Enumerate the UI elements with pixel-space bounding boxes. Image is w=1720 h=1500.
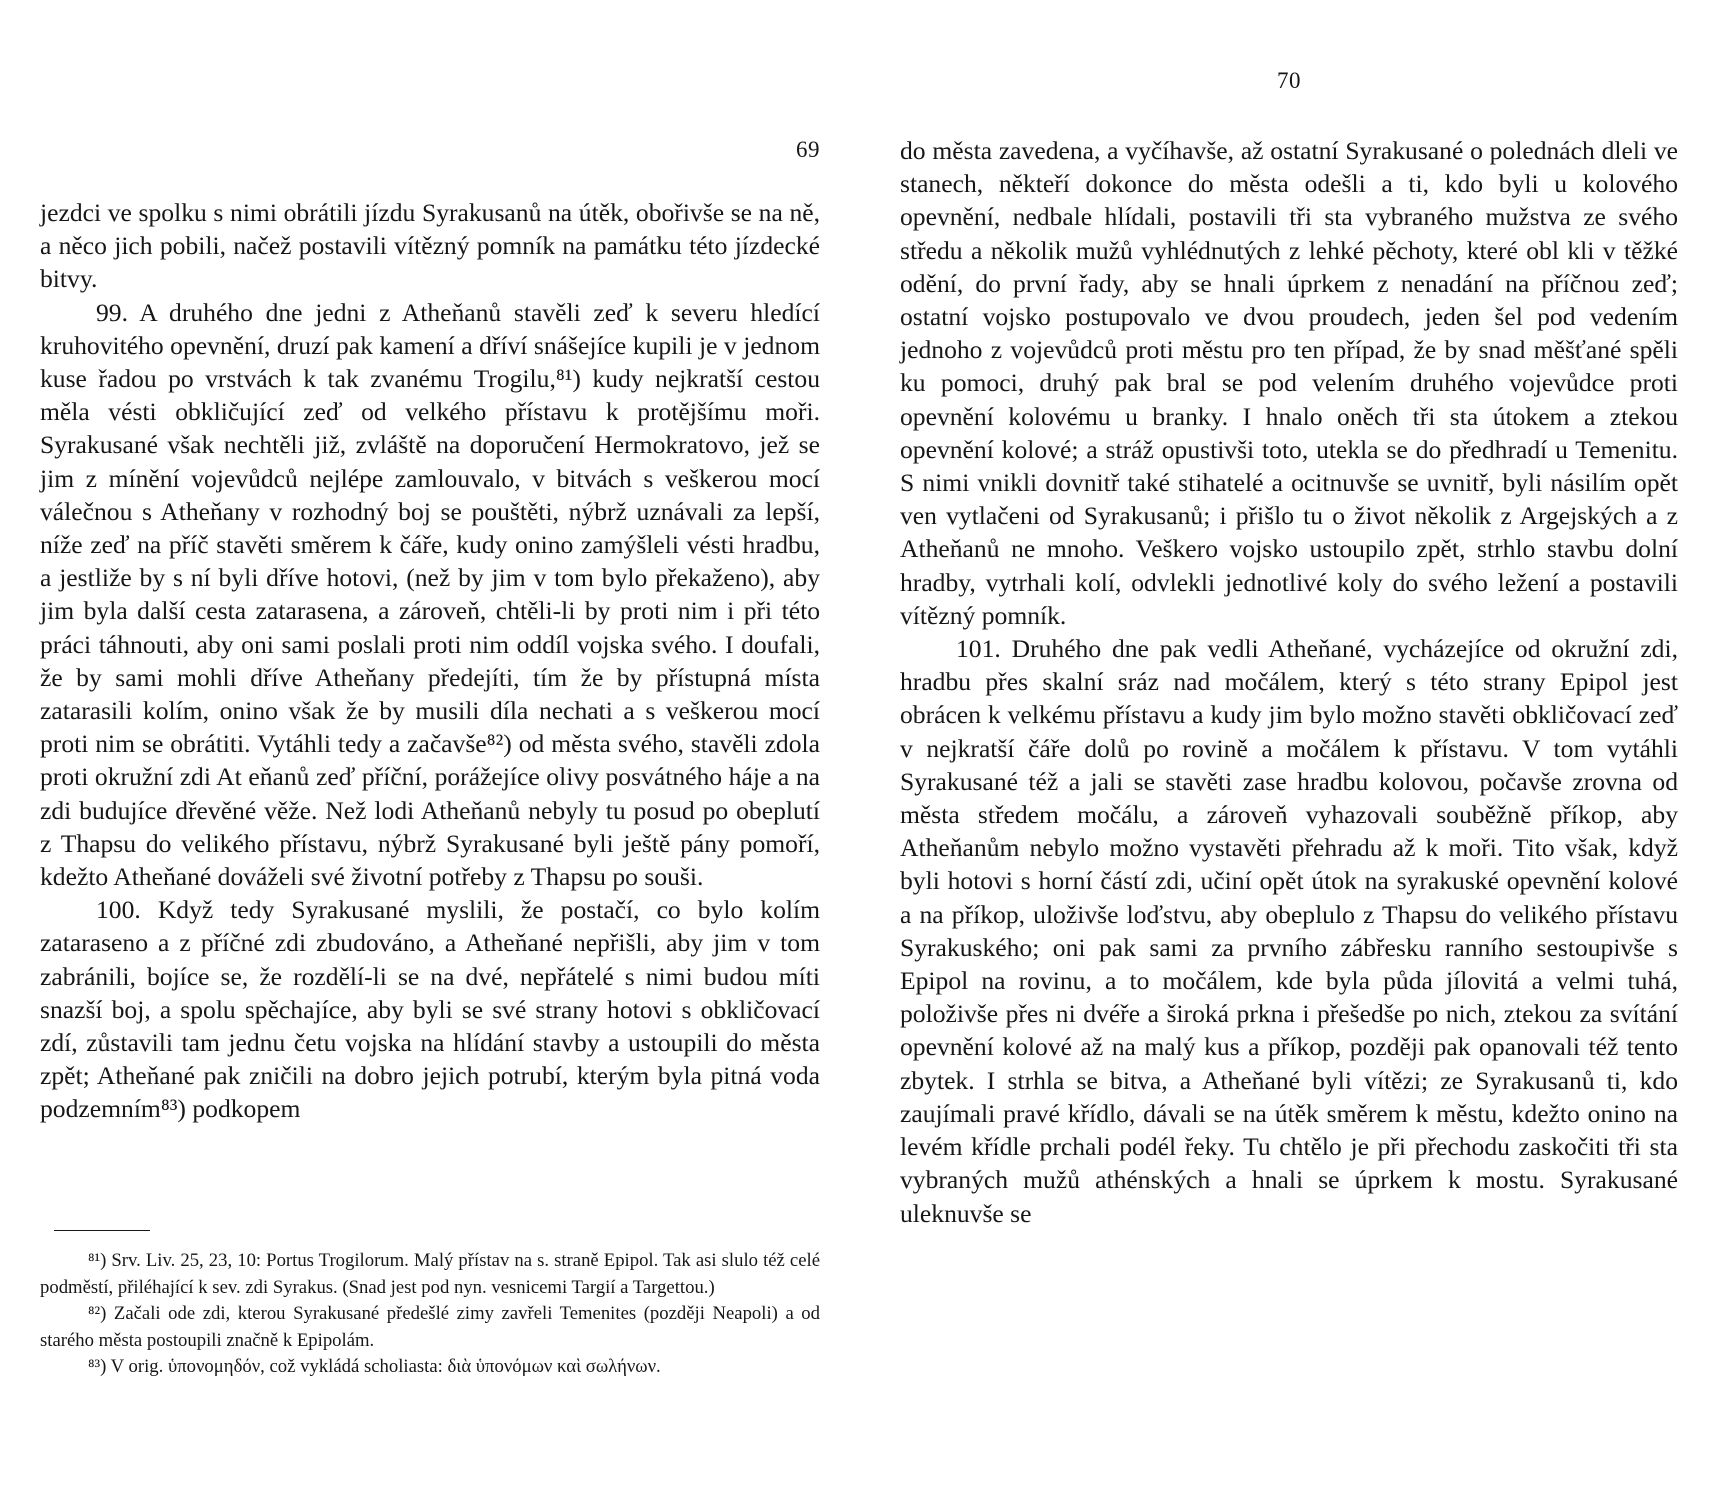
footnote: ⁸¹) Srv. Liv. 25, 23, 10: Portus Trogilorum. Malý přístav na s. straně Epipol. Tak asi slulo též celé podměstí, přiléhající k sev. zdi Syrakus. (Snad jest pod nyn. vesnicemi Targií a Targettou.) [40,1250,820,1298]
paragraph: do města zavedena, a vyčíhavše, až ostatní Syrakusané o polednách dleli ve stanech, někteří dokonce do města odešli a ti, kdo byli u kolového opevnění, nedbale hlídali, postavili tři sta vybraného mužstva ze svého středu a několik mužů vyhlédnutých z lehké pěchoty, které obl kli v těžké odění, do první řady, aby se hnali úprkem z nenadání na příčnou zeď; ostatní vojsko postupovalo ve dvou proudech, jeden šel pod vedením jednoho z vojevůdců proti městu pro ten případ, že by snad měšťané spěli ku pomoci, druhý pak bral se pod velením druhého vojevůdce proti opevnění kolovému u branky. I hnalo oněch tři sta útokem a ztekou opevnění kolové; a stráž opustivši toto, utekla se do předhradí u Temenitu. S nimi vnikli dovnitř také stihatelé a ocitnuvše se uvnitř, byli násilím opět ven vytlačeni od Syrakusanů; i přišlo tu o život několik z Argejských a z Atheňanů ne mnoho. Veškero vojsko ustoupilo zpět, strhlo stavbu dolní hradby, vytrhali kolí, odvlekli jednotlivé koly do svého ležení a postavili vítězný pomník. [900,136,1678,630]
paragraph: 101. Druhého dne pak vedli Atheňané, vycházejíce od okružní zdi, hradbu přes skalní sráz nad močálem, který s této strany Epipol jest obrácen k velkému přístavu a kudy jim bylo možno stavěti obkličovací zeď v nejkratší čáře dolů po rovině a močálem k přístavu. V tom vytáhli Syrakusané též a jali se stavěti zase hradbu kolovou, počavše zrovna od města středem močálu, a zároveň vyhazovali souběžně příkop, aby Atheňanům nebylo možno vystavěti přehradu až k moři. Tito však, když byli hotovi s horní částí zdi, učiní opět útok na syrakuské opevnění kolové a na příkop, uloživše loďstvu, aby obeplulo z Thapsu do velikého přístavu Syrakuského; oni pak sami za prvního zábřesku ranního sestoupivše s Epipol na rovinu, a to močálem, kde byla půda jílovitá a velmi tuhá, položivše přes ni dvéře a široká prkna i přešedše po nich, ztekou za svítání opevnění kolové až na malý kus a příkop, později pak opanovali též tento zbytek. I strhla se bitva, a Atheňané byli vítězi; ze Syrakusanů ti, kdo zaujímali pravé křídlo, dávali se na útěk směrem k městu, kdežto onino na levém křídle prchali podél řeky. Tu chtělo je při přechodu zaskočiti tři sta vybraných mužů athénských a hnali se úprkem k mostu. Syrakusané uleknuvše se [900,634,1678,1228]
main-text [900,134,1678,1230]
paragraph: 99. A druhého dne jedni z Atheňanů stavěli zeď k severu hledící kruhovitého opevnění, druzí pak kamení a dříví snášejíce kupili je v jednom kuse řadou po vrstvách k tak zvanému Trogilu,⁸¹) kudy nejkratší cestou měla vésti obkličující zeď od velkého přístavu k protějšímu moři. Syrakusané však nechtěli již, zvláště na doporučení Hermokratovo, jež se jim z mínění vojevůdců nejlépe zamlouvalo, v bitvách s veškerou mocí válečnou s Atheňany v rozhodný boj se pouštěti, nýbrž uznávali za lepší, níže zeď na příč stavěti směrem k čáře, kudy onino zamýšleli vésti hradbu, a jestliže by s ní byli dříve hotovi, (než by jim v tom bylo překaženo), aby jim byla další cesta zatarasena, a zároveň, chtěli-li by proti nim i při této práci táhnouti, aby oni sami poslali proti nim oddíl vojska svého. I doufali, že by sami mohli dříve Atheňany předejíti, tím že by přístupná místa zatarasili kolím, onino však že by musili díla nechati a s veškerou mocí proti nim se obrátiti. Vytáhli tedy a začavše⁸²) od města svého, stavěli zdola proti okružní zdi At eňanů zeď příční, porážejíce olivy posvátného háje a na zdi budujíce dřevěné věže. Než lodi Atheňanů nebyly tu posud po obeplutí z Thapsu do velikého přístavu, nýbrž Syrakusané byli ještě pány pomoří, kdežto Atheňané dováželi své životní potřeby z Thapsu po souši. [40,297,820,892]
footnote: ⁸²) Začali ode zdi, kterou Syrakusané předešlé zimy zavřeli Temenites (později Neapoli) a od starého města postoupili značně k Epipolám. [40,1303,820,1351]
paragraph: jezdci ve spolku s nimi obrátili jízdu Syrakusanů na útěk, obořivše se na ně, a něco jich pobili, načež postavili vítězný pomník na památku této jízdecké bitvy. [40,198,820,294]
page-number: 69 [796,137,820,162]
page-number: 70 [1277,68,1301,93]
footnote-divider [54,1230,150,1231]
paragraph: 100. Když tedy Syrakusané myslili, že postačí, co bylo kolím zataraseno a z příčné zdi zbudováno, a Atheňané nepřišli, aby jim v tom zabránili, bojíce se, že rozdělí-li se na dvé, nepřátelé s nimi budou míti snazší boj, a spolu spěchajíce, aby byli se své strany hotovi s obkličovací zdí, zůstavili tam jednu četu vojska na hlídání stavby a ustoupili do města zpět; Atheňané pak zničili na dobro jejich potrubí, kterým byla pitná voda podzemním⁸³) podkopem [40,895,820,1124]
footnotes [40,1248,820,1381]
main-text [40,196,820,1126]
footnote: ⁸³) V orig. ὑπονομηδόν, což vykládá scholiasta: διὰ ὑπονόμων καὶ σωλήνων. [88,1356,661,1378]
